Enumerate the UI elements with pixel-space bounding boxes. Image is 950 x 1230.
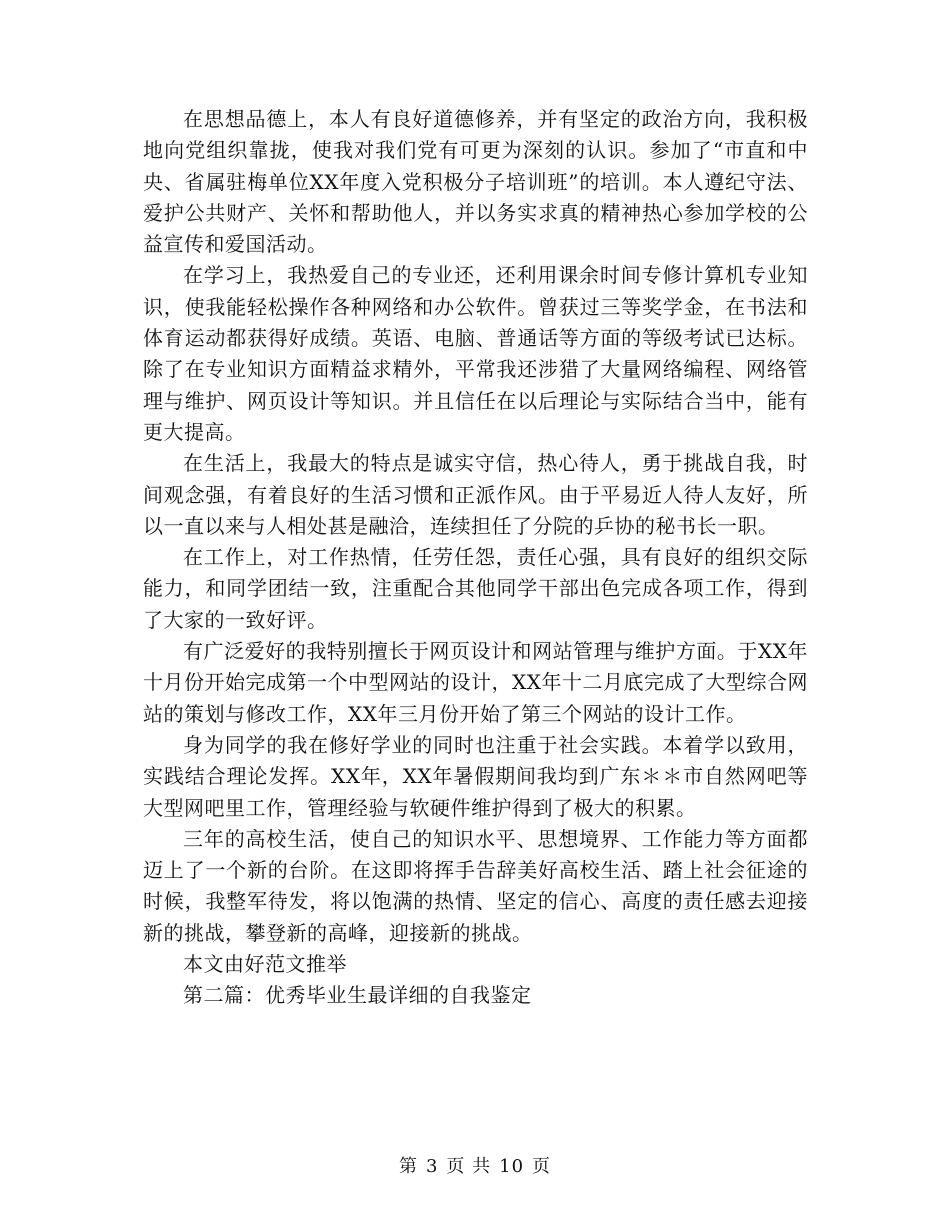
- paragraph-study: 在学习上，我热爱自己的专业还，还利用课余时间专修计算机专业知识，使我能轻松操作各种网络和办公软件。曾获过三等奖学金，在书法和体育运动都获得好成绩。英语、电脑、普通话等方面的等级考试已达标。除了在专业知识方面精益求精外，平常我还涉猎了大量网络编程、网络管理与维护、网页设计等知识。并且信任在以后理论与实际结合当中，能有更大提高。: [143, 263, 808, 444]
- footer-total-pages: 10: [499, 1156, 525, 1177]
- paragraph-life: 在生活上，我最大的特点是诚实守信，热心待人，勇于挑战自我，时间观念强，有着良好的生活习惯和正派作风。由于平易近人待人友好，所以一直以来与人相处甚是融洽，连续担任了分院的乒协的秘书长一职。: [143, 451, 808, 538]
- paragraph-hobby: 有广泛爱好的我特别擅长于网页设计和网站管理与维护方面。于XX年十月份开始完成第一个中型网站的设计，XX年十二月底完成了大型综合网站的策划与修改工作，XX年三月份开始了第三个网站的设计工作。: [143, 639, 808, 726]
- paragraph-moral: 在思想品德上，本人有良好道德修养，并有坚定的政治方向，我积极地向党组织靠拢，使我对我们党有可更为深刻的认识。参加了“市直和中央、省属驻梅单位XX年度入党积极分子培训班”的培训。本人遵纪守法、爱护公共财产、关怀和帮助他人，并以务实求真的精神热心参加学校的公益宣传和爱国活动。: [143, 107, 808, 257]
- footer-prefix: 第: [398, 1156, 418, 1177]
- footer-middle: 页 共: [446, 1156, 492, 1177]
- paragraph-work: 在工作上，对工作热情，任劳任怨，责任心强，具有良好的组织交际能力，和同学团结一致，注重配合其他同学干部出色完成各项工作，得到了大家的一致好评。: [143, 545, 808, 632]
- paragraph-next-heading: 第二篇：优秀毕业生最详细的自我鉴定: [183, 983, 532, 1008]
- document-body: [143, 104, 808, 1012]
- footer-suffix: 页: [532, 1156, 552, 1177]
- paragraph-recommend: 本文由好范文推举: [183, 952, 347, 977]
- page-footer: [0, 1152, 950, 1178]
- footer-page-number: 3: [425, 1156, 439, 1177]
- paragraph-practice: 身为同学的我在修好学业的同时也注重于社会实践。本着学以致用，实践结合理论发挥。XX年，XX年暑假期间我均到广东＊＊市自然网吧等大型网吧里工作，管理经验与软硬件维护得到了极大的积累。: [143, 732, 808, 820]
- paragraph-summary: 三年的高校生活，使自己的知识水平、思想境界、工作能力等方面都迈上了一个新的台阶。在这即将挥手告辞美好高校生活、踏上社会征途的时候，我整军待发，将以饱满的热情、坚定的信心、高度的责任感去迎接新的挑战，攀登新的高峰，迎接新的挑战。: [143, 826, 808, 945]
